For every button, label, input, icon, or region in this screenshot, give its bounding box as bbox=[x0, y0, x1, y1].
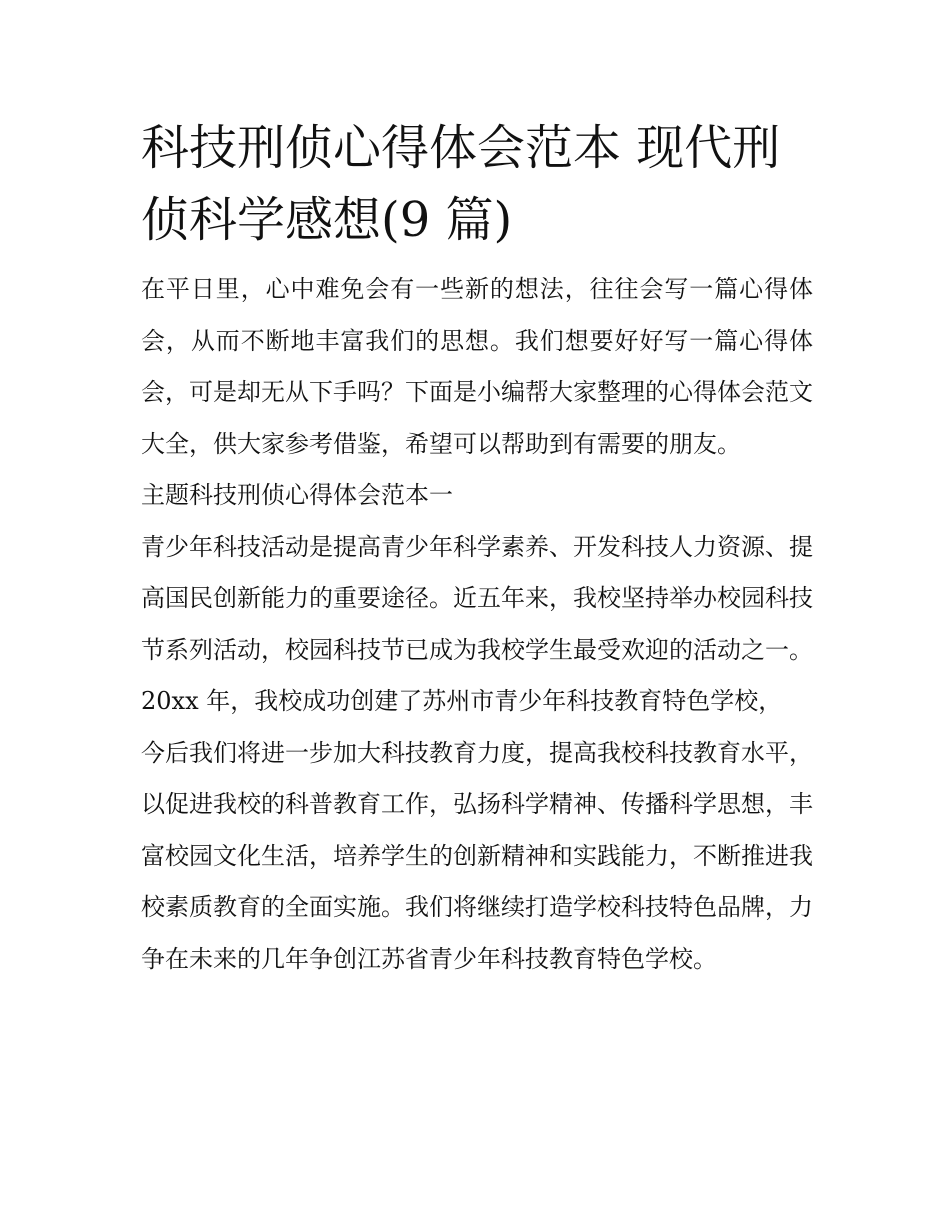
body-paragraph-1: 青少年科技活动是提高青少年科学素养、开发科技人力资源、提高国民创新能力的重要途径。近五年来，我校坚持举办校园科技节系列活动，校园科技节已成为我校学生最受欢迎的活动之一。 bbox=[141, 532, 813, 664]
section-heading: 主题科技刑侦心得体会范本一 bbox=[141, 481, 453, 509]
intro-paragraph: 在平日里，心中难免会有一些新的想法，往往会写一篇心得体会，从而不断地丰富我们的思想。我们想要好好写一篇心得体会，可是却无从下手吗？下面是小编帮大家整理的心得体会范文大全，供大家参考借鉴，希望可以帮助到有需要的朋友。 bbox=[141, 275, 813, 458]
body-paragraph-2: 今后我们将进一步加大科技教育力度，提高我校科技教育水平，以促进我校的科普教育工作，弘扬科学精神、传播科学思想，丰富校园文化生活，培养学生的创新精神和实践能力，不断推进我校素质教育的全面实施。我们将继续打造学校科技特色品牌，力争在未来的几年争创江苏省青少年科技教育特色学校。 bbox=[141, 738, 813, 973]
document-title: 科技刑侦心得体会范本 现代刑侦科学感想(9 篇) bbox=[141, 120, 781, 248]
body-paragraph-2-first-line: 20xx 年，我校成功创建了苏州市青少年科技教育特色学校， bbox=[141, 687, 783, 715]
document-page bbox=[141, 112, 813, 985]
